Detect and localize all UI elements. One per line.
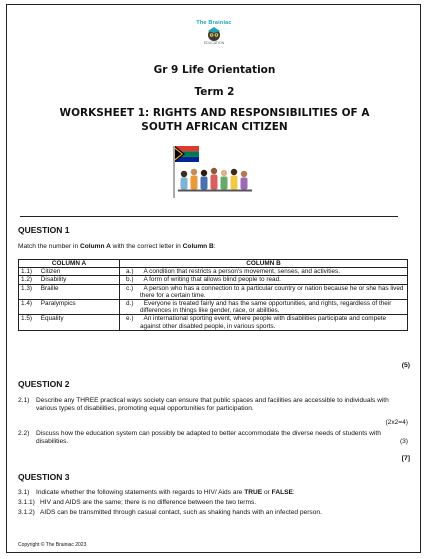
copyright-footer: Copyright © The Brainiac 2023 (18, 542, 87, 548)
item-term: Braille (40, 284, 59, 292)
question-2-2 (18, 430, 412, 448)
false-keyword: FALSE (271, 489, 293, 496)
table-row (19, 315, 408, 330)
item-number: 1.5) (21, 315, 33, 323)
question-1-instruction (18, 243, 216, 251)
column-b-cell (120, 268, 408, 276)
column-b-header: COLUMN B (120, 260, 408, 268)
intro-text: or (262, 489, 272, 496)
table-row (19, 284, 408, 299)
intro-text: Indicate whether the following statements with regards to HIV/ Aids are (36, 489, 245, 496)
item-term: Equality (40, 315, 64, 323)
owl-icon (206, 27, 222, 41)
item-letter: a.) (126, 268, 134, 276)
item-letter: b.) (126, 276, 134, 284)
column-a-cell (19, 276, 120, 284)
question-1-marks: (5) (401, 362, 410, 369)
item-number: 1.1) (21, 268, 33, 276)
item-text (36, 489, 406, 497)
instruction-column-b: Column B (182, 243, 214, 250)
matching-table (18, 259, 408, 331)
item-text: HIV and AIDS are the same; there is no difference between the two terms. (40, 499, 257, 506)
table-row (19, 300, 408, 315)
item-number: 1.3) (21, 284, 33, 292)
item-number: 3.1.1) (18, 499, 35, 506)
item-letter: c.) (126, 284, 134, 292)
column-b-cell (120, 315, 408, 330)
question-1-title: QUESTION 1 (18, 225, 70, 235)
item-description: Everyone is treated fairly and has the same opportunities, and rights, regardless of their differences in things like gender, race, or abilities. (140, 300, 392, 315)
item-text: Describe any THREE practical ways society can ensure that public spaces and facilities are accessible to individuals with various types of disabilities, promoting equal opportunities for participation. (36, 397, 389, 412)
grade-title: Gr 9 Life Orientation (153, 64, 276, 76)
instruction-text: with the correct letter in (110, 243, 183, 250)
item-number: 2.1) (18, 397, 30, 404)
question-2-1-marks: (2x2=4) (385, 419, 408, 426)
column-b-cell (120, 276, 408, 284)
item-description: A condition that restricts a person's movement, senses, and activities. (143, 268, 341, 276)
instruction-text: Match the number in (18, 243, 80, 250)
instruction-column-a: Column A (79, 243, 111, 250)
item-description: A form of writing that allows blind people to read. (143, 276, 281, 284)
logo-name: The Brainiac (196, 20, 232, 26)
logo-tagline: EDUCATION (203, 41, 225, 45)
column-a-cell (19, 315, 120, 330)
item-letter: d.) (126, 300, 134, 308)
item-term: Citizen (40, 268, 61, 276)
instruction-text: : (213, 243, 216, 250)
term-title: Term 2 (194, 86, 235, 98)
item-description: A person who has a connection to a particular country or nation because he or she has lived there for a certain time. (140, 284, 404, 299)
item-text: AIDS can be transmitted through casual contact, such as shaking hands with an infected person. (40, 509, 322, 516)
column-a-cell (19, 300, 120, 315)
item-number: 1.4) (21, 300, 33, 308)
column-b-cell (120, 284, 408, 299)
worksheet-title: WORKSHEET 1: RIGHTS AND RESPONSIBILITIES OF A SOUTH AFRICAN CITIZEN (59, 107, 370, 133)
question-2-1 (18, 397, 412, 427)
question-2-2-marks: (3) (399, 438, 408, 445)
item-letter: e.) (126, 315, 134, 323)
item-description: An international sporting event, where people with disabilities participate and compete against other disabled people, in various sports. (140, 315, 387, 330)
item-number: 2.2) (18, 430, 30, 437)
item-term: Disability (40, 276, 67, 284)
intro-text: : (292, 489, 295, 496)
item-number: 3.1.2) (18, 509, 35, 516)
brainiac-logo (186, 20, 242, 45)
section-divider (20, 216, 398, 217)
column-a-cell (19, 268, 120, 276)
table-header-row (19, 260, 408, 268)
table-row (19, 268, 408, 276)
citizens-flag-illustration (168, 142, 260, 200)
item-number: 3.1) (18, 489, 30, 496)
item-number: 1.2) (21, 276, 33, 284)
table-row (19, 276, 408, 284)
question-3-title: QUESTION 3 (18, 472, 70, 482)
question-2-total: [7] (401, 455, 410, 462)
column-b-cell (120, 300, 408, 315)
item-text: Discuss how the education system can possibly be adapted to better accommodate the diverse needs of students with disabilities. (36, 430, 381, 445)
item-term: Paralympics (40, 300, 76, 308)
true-keyword: TRUE (244, 489, 263, 496)
question-2-title: QUESTION 2 (18, 379, 70, 389)
column-a-cell (19, 284, 120, 299)
column-a-header: COLUMN A (19, 260, 120, 268)
